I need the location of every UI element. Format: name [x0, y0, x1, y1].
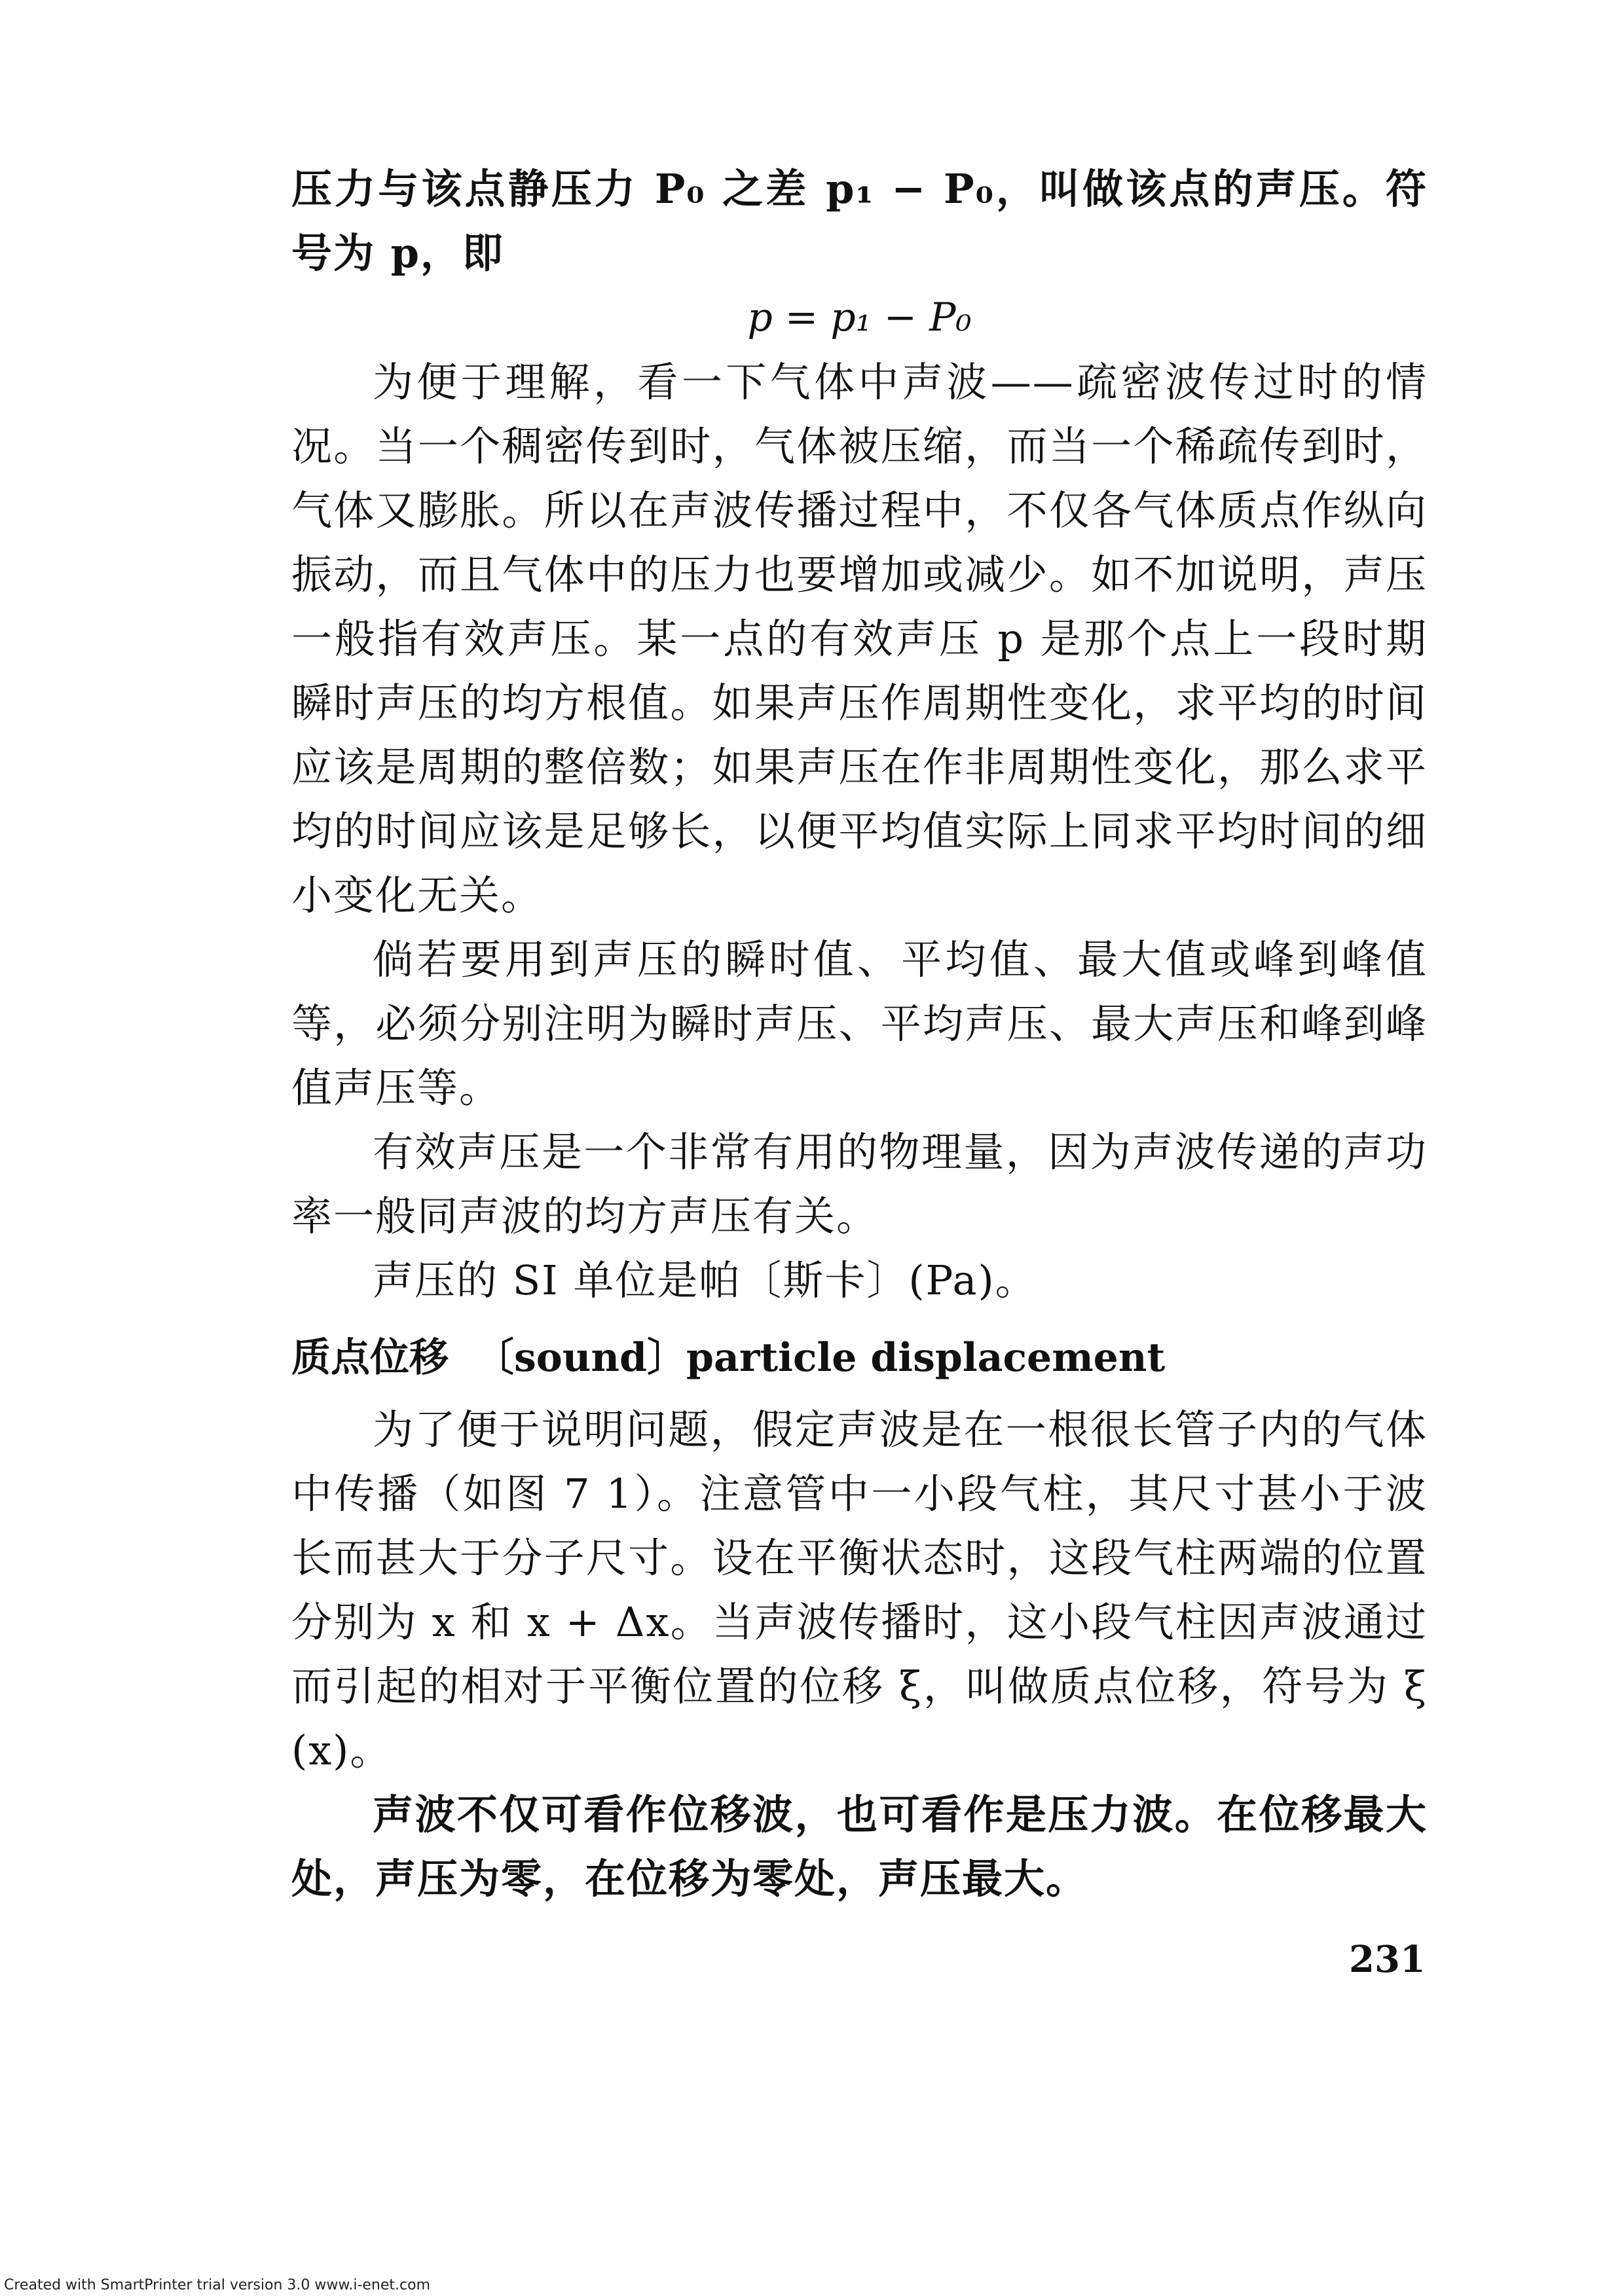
bottom-section	[291, 1398, 1428, 1911]
top-section	[291, 157, 1428, 350]
heading-zh: 质点位移	[291, 1335, 449, 1381]
footer-watermark: Created with SmartPrinter trial version 3.0 www.i-enet.com	[4, 2277, 430, 2293]
paragraph-tube-example: 为了便于说明问题，假定声波是在一根很长管子内的气体中传播（如图 7 1）。注意管中一小段气柱，其尺寸甚小于波长而甚大于分子尺寸。设在平衡状态时，这段气柱两端的位置分别为 x 和 x + Δx。当声波传播时，这小段气柱因声波通过而引起的相对于平衡位置的位移 ξ，叫做质点位移，符号为 ξ (x)。	[291, 1406, 1428, 1774]
paragraph-instantaneous-values: 倘若要用到声压的瞬时值、平均值、最大值或峰到峰值等，必须分别注明为瞬时声压、平均声压、最大声压和峰到峰值声压等。	[291, 936, 1428, 1112]
page-number: 231	[1349, 1938, 1426, 1981]
middle-section	[291, 350, 1428, 1313]
paragraph-effective-pressure: 有效声压是一个非常有用的物理量，因为声波传递的声功率一般同声波的均方声压有关。	[291, 1128, 1428, 1240]
paragraph-gas-sound-wave: 为便于理解，看一下气体中声波——疏密波传过时的情况。当一个稠密传到时，气体被压缩，而当一个稀疏传到时，气体又膨胀。所以在声波传播过程中，不仅各气体质点作纵向振动，而且气体中的压力也要增加或减少。如不加说明，声压一般指有效声压。某一点的有效声压 p 是那个点上一段时期瞬时声压的均方根值。如果声压作周期性变化，求平均的时间应该是周期的整倍数；如果声压在作非周期性变化，那么求平均的时间应该是足够长，以便平均值实际上同求平均时间的细小变化无关。	[291, 358, 1428, 919]
equation-sound-pressure: p = p₁ − P₀	[747, 295, 972, 340]
heading-particle-displacement	[291, 1326, 1428, 1390]
paragraph-sound-pressure-definition: 压力与该点静压力 P₀ 之差 p₁ − P₀，叫做该点的声压。符号为 p，即	[291, 165, 1428, 277]
heading-en: 〔sound〕particle displacement	[475, 1335, 1166, 1381]
paragraph-pressure-wave: 声波不仅可看作位移波，也可看作是压力波。在位移最大处，声压为零，在位移为零处，声压最大。	[291, 1791, 1428, 1903]
section-heading	[291, 1326, 1428, 1390]
paragraph-si-unit: 声压的 SI 单位是帕〔斯卡〕(Pa)。	[373, 1256, 1037, 1304]
